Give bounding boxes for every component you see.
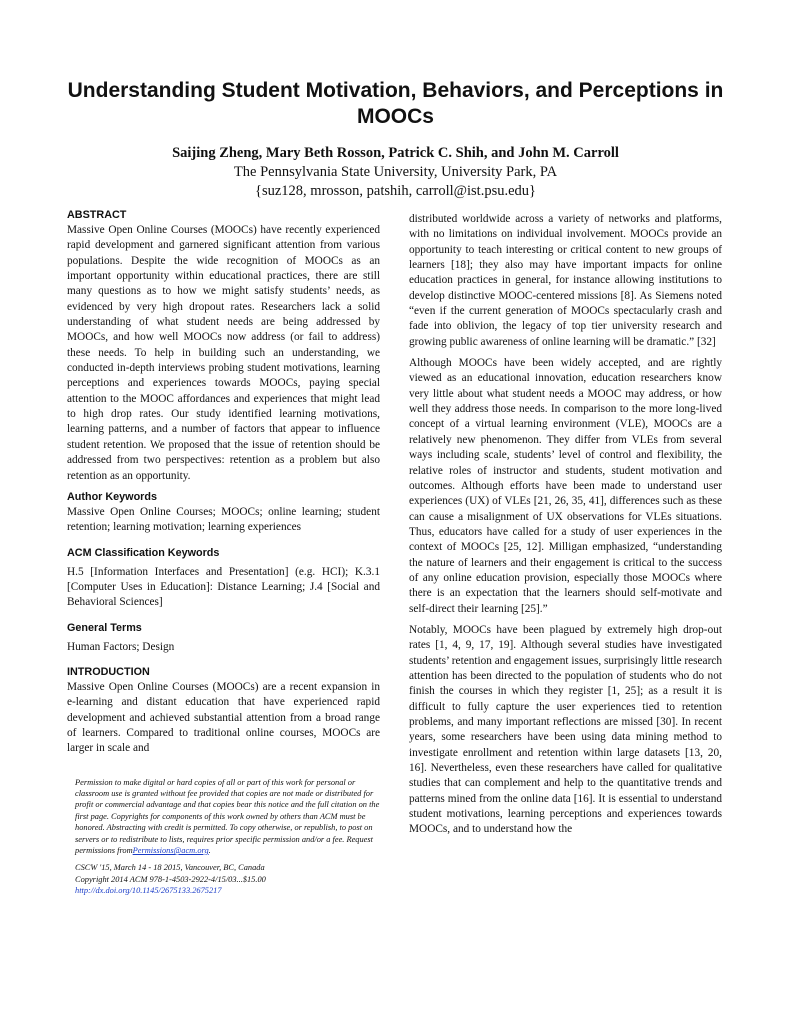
right-paragraph-1: distributed worldwide across a variety of networks and platforms, with no limitations on individual involvement. MOOCs provide an opportunity to teach interesting or critical content to new groups of learners [18]; they also may have important impacts for online education practices in general, for instance allowing institutions to develop distinctive MOOC-centered missions [8]. As Siemens noted “even if the current generation of MOOCs spectacularly crash and fade into oblivion, the legacy of top tier university research and growing public awareness of online learning will be dramatic.” [32] (409, 213, 722, 348)
keywords-heading: Author Keywords (67, 490, 157, 503)
right-column (409, 212, 722, 844)
abstract-text: Massive Open Online Courses (MOOCs) have recently experienced rapid development and garnered significant attention from various populations. Despite the wide recognition of MOOCs as an important opportunity within educational practices, there are still many questions as to how we might satisfy students’ needs, as evidenced by very high dropout rates. Researchers lack a solid understanding of what student needs are being addressed by MOOCs, and how well MOOCs now address (or fail to address) these needs. To help in building such an understanding, we conducted in-depth interviews probing student motivations, learning perceptions and experiences towards MOOCs, paying special attention to the MOOC affordances and experiences that might lead to high drop rates. Our study identified learning motivations, learning patterns, and a number of factors that appear to influence student retention. We proposed that the issue of retention should be addressed from two perspectives: retention as a problem but also retention as an opportunity. (67, 224, 380, 482)
author-affiliation: The Pennsylvania State University, University Park, PA (233, 164, 558, 180)
right-paragraph-3: Notably, MOOCs have been plagued by extremely high drop-out rates [1, 4, 9, 17, 19]. Although several studies have investigated students’ retention and engagement issues, surprisingly little research attention has been directed to the population of students who do not finish the courses in which they register [1, 25]; as a result it is difficult to fully capture the user experiences tied to retention problems, and many important reflections are missed [30]. In recent years, some researchers have been using data mining method to investigate enrollment and retention within large datasets [13, 20, 16]. Nevertheless, even these researchers have called for qualitative studies that can complement and help to the quantitative trends and patterns mined from the online data [16]. It is essential to understand student motivations, learning perceptions and experiences towards MOOCs, and to understand how the (409, 623, 722, 836)
permission-notice: Permission to make digital or hard copies of all or part of this work for personal or classroom use is granted without fee provided that copies are not made or distributed for profit or commercial advantage and that copies bear this notice and the full citation on the first page. Copyrights for components of this work owned by others than ACM must be honored. Abstracting with credit is permitted. To copy otherwise, or republish, to post on servers or to redistribute to lists, requires prior specific permission and/or a fee. Request permissions fromPermissions@acm.org. CSCW '15, March 14 - 18 2015, Vancouver, BC, Canada Copyright 2014 ACM 978-1-4503-2922-4/15/03...$15.00 http://dx.doi.org/10.1145/2675133.2675217 (75, 777, 380, 896)
keywords-text: Massive Open Online Courses; MOOCs; online learning; student retention; learning motivation; learning experiences (67, 505, 380, 534)
general-terms-heading: General Terms (67, 621, 142, 634)
author-emails: {suz128, mrosson, patshih, carroll@ist.psu.edu} (255, 183, 536, 199)
doi-link[interactable]: http://dx.doi.org/10.1145/2675133.2675217 (75, 886, 222, 896)
right-paragraph-2: Although MOOCs have been widely accepted, and are rightly viewed as an educational innovation, education researchers know very little about what student needs a MOOC may address, or how well they address those needs. In comparison to the more long-lived concept of a virtual learning environment (VLE), MOOCs are a relatively new phenomenon. They differ from VLEs from several ways including scale, students’ level of control and flexibility, the relative roles of instructor and students, student motivation and outcomes. Although efforts have been made to understand user experiences (UX) of VLEs [21, 26, 35, 41], differences such as these can cause a misalignment of UX observations for VLEs situations. Thus, educators have called for a study of user experiences in the context of MOOCs [25, 12]. Milligan emphasized, “understanding the nature of learners and their engagement is critical to the success of any online education provision, especially those MOOCs where there is an expectation that the learners should self-motivate and self-direct their learning [25].” (409, 357, 722, 615)
acm-classification-text: H.5 [Information Interfaces and Presentation] (e.g. HCI); K.3.1 [Computer Uses in Education]: Distance Learning; J.4 [Social and Behavioral Sciences] (67, 565, 380, 609)
venue-block (75, 862, 380, 896)
venue-line: CSCW '15, March 14 - 18 2015, Vancouver, BC, Canada (75, 863, 265, 873)
general-terms-text: Human Factors; Design (67, 640, 175, 653)
paper-title: Understanding Student Motivation, Behaviors, and Perceptions in MOOCs (67, 79, 724, 128)
introduction-heading: INTRODUCTION (67, 665, 150, 678)
permissions-email-link[interactable]: Permissions@acm.org (132, 846, 209, 856)
introduction-text: Massive Open Online Courses (MOOCs) are a recent expansion in e-learning and distant education that have experienced rapid development and achieved substantial attention from a broad range of learners. Compared to traditional online courses, MOOCs are larger in scale and (67, 680, 380, 755)
copyright-line: Copyright 2014 ACM 978-1-4503-2922-4/15/03...$15.00 (75, 874, 266, 884)
left-column (67, 208, 380, 897)
author-names: Saijing Zheng, Mary Beth Rosson, Patrick C. Shih, and John M. Carroll (172, 145, 619, 161)
acm-classification-heading: ACM Classification Keywords (67, 546, 220, 559)
abstract-heading: ABSTRACT (67, 209, 127, 221)
permission-text: Permission to make digital or hard copies of all or part of this work for personal or classroom use is granted without fee provided that copies are not made or distributed for profit or commercial advantage and that copies bear this notice and the full citation on the first page. Copyrights for components of this work owned by others than ACM must be honored. Abstracting with credit is permitted. To copy otherwise, or republish, to post on servers or to redistribute to lists, requires prior specific permission and/or a fee. Request permissions from (75, 777, 380, 856)
author-block (60, 144, 731, 201)
